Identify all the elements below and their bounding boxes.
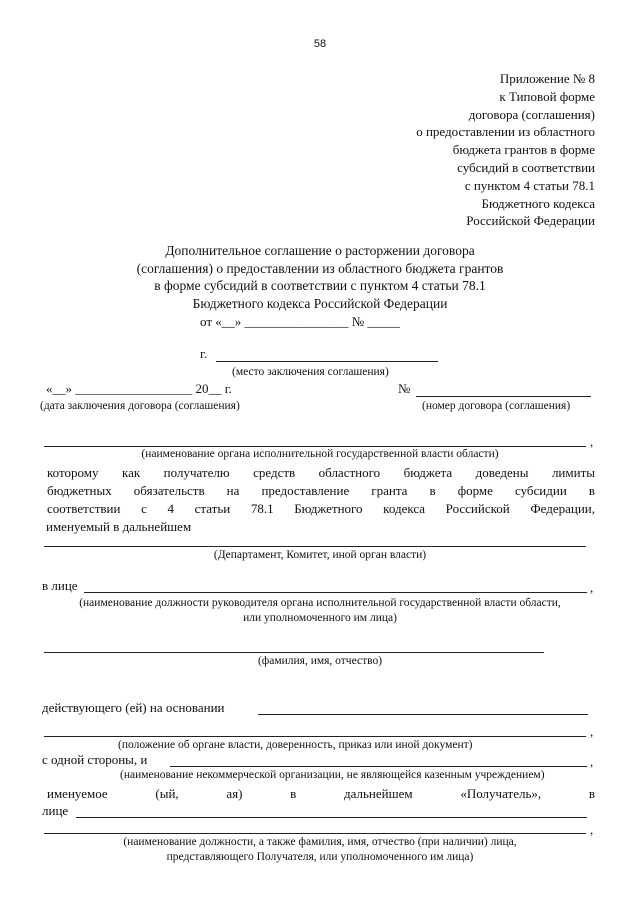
recipient-line: соответствии с 4 статьи 78.1 Бюджетного кодекса Российской Федерации, xyxy=(47,501,595,516)
title-line: Бюджетного кодекса Российской Федерации xyxy=(192,295,448,311)
title-date-number: от «__» ________________ № _____ xyxy=(200,314,400,329)
comma: , xyxy=(590,434,594,449)
recipient-line: бюджетных обязательств на предоставление гранта в форме субсидии в xyxy=(47,483,595,498)
recipient-representative-field[interactable] xyxy=(76,817,587,818)
head-caption: или уполномоченного им лица) xyxy=(243,612,397,624)
place-caption: (место заключения соглашения) xyxy=(232,366,389,378)
page-number: 58 xyxy=(313,38,327,50)
comma: , xyxy=(590,822,594,837)
number-caption: (номер договора (соглашения) xyxy=(422,400,571,412)
fio-caption: (фамилия, имя, отчество) xyxy=(257,655,383,667)
title-line: в форме субсидий в соответствии с пунктом 4 статьи 78.1 xyxy=(154,278,486,293)
title-line: (соглашения) о предоставлении из областного бюджета грантов xyxy=(136,260,504,276)
recipient-representative-field-continuation[interactable] xyxy=(44,833,586,834)
document-title xyxy=(0,242,640,312)
appendix-line: субсидий в соответствии xyxy=(457,159,595,175)
date-caption: (дата заключения договора (соглашения) xyxy=(40,400,240,412)
appendix-block xyxy=(335,70,595,230)
final-caption: представляющего Получателя, или уполномоченного им лица) xyxy=(166,851,474,863)
final-caption: (наименование должности, а также фамилия, имя, отчество (при наличии) лица, xyxy=(123,836,517,848)
appendix-line: с пунктом 4 статьи 78.1 xyxy=(464,177,595,193)
head-caption: (наименование должности руководителя органа исполнительной государственной власти области, xyxy=(79,597,561,609)
appendix-line: Приложение № 8 xyxy=(499,71,595,86)
comma: , xyxy=(590,724,594,739)
appendix-line: к Типовой форме xyxy=(499,88,595,104)
named-line: именуемое (ый, ая) в дальнейшем «Получатель», в xyxy=(47,786,595,801)
basis-field[interactable] xyxy=(258,714,588,715)
appendix-line: о предоставлении из областного xyxy=(416,124,595,140)
one-side-label: с одной стороны, и xyxy=(42,752,148,767)
head-position-field[interactable] xyxy=(84,592,587,593)
basis-field-continuation[interactable] xyxy=(44,736,586,737)
title-line: Дополнительное соглашение о расторжении договора xyxy=(165,243,475,258)
authority-name-field[interactable] xyxy=(44,446,586,447)
referred-as: именуемый в дальнейшем xyxy=(46,519,192,534)
appendix-line: договора (соглашения) xyxy=(468,106,595,122)
department-caption: (Департамент, Комитет, иной орган власти) xyxy=(213,549,427,561)
organization-field[interactable] xyxy=(170,766,587,767)
person-prefix: лице xyxy=(42,803,69,818)
org-caption: (наименование некоммерческой организации, не являющейся казенным учреждением) xyxy=(120,769,545,781)
appendix-line: бюджета грантов в форме xyxy=(452,142,595,158)
acting-basis-label: действующего (ей) на основании xyxy=(42,700,225,715)
city-prefix: г. xyxy=(200,346,208,361)
fio-field[interactable] xyxy=(44,652,544,653)
number-prefix: № xyxy=(398,381,411,396)
place-field[interactable] xyxy=(216,361,438,362)
appendix-line: Российской Федерации xyxy=(466,213,595,229)
comma: , xyxy=(590,754,594,769)
in-person-label: в лице xyxy=(42,578,78,593)
department-field[interactable] xyxy=(44,546,586,547)
appendix-line: Бюджетного кодекса xyxy=(481,195,595,211)
basis-caption: (положение об органе власти, доверенность, приказ или иной документ) xyxy=(118,739,473,751)
contract-date-field: «__» __________________ 20__ г. xyxy=(46,381,232,396)
recipient-line: которому как получателю средств областного бюджета доведены лимиты xyxy=(47,465,595,480)
comma: , xyxy=(590,580,594,595)
contract-number-field[interactable] xyxy=(416,396,591,397)
authority-caption: (наименование органа исполнительной государственной власти области) xyxy=(141,448,499,460)
